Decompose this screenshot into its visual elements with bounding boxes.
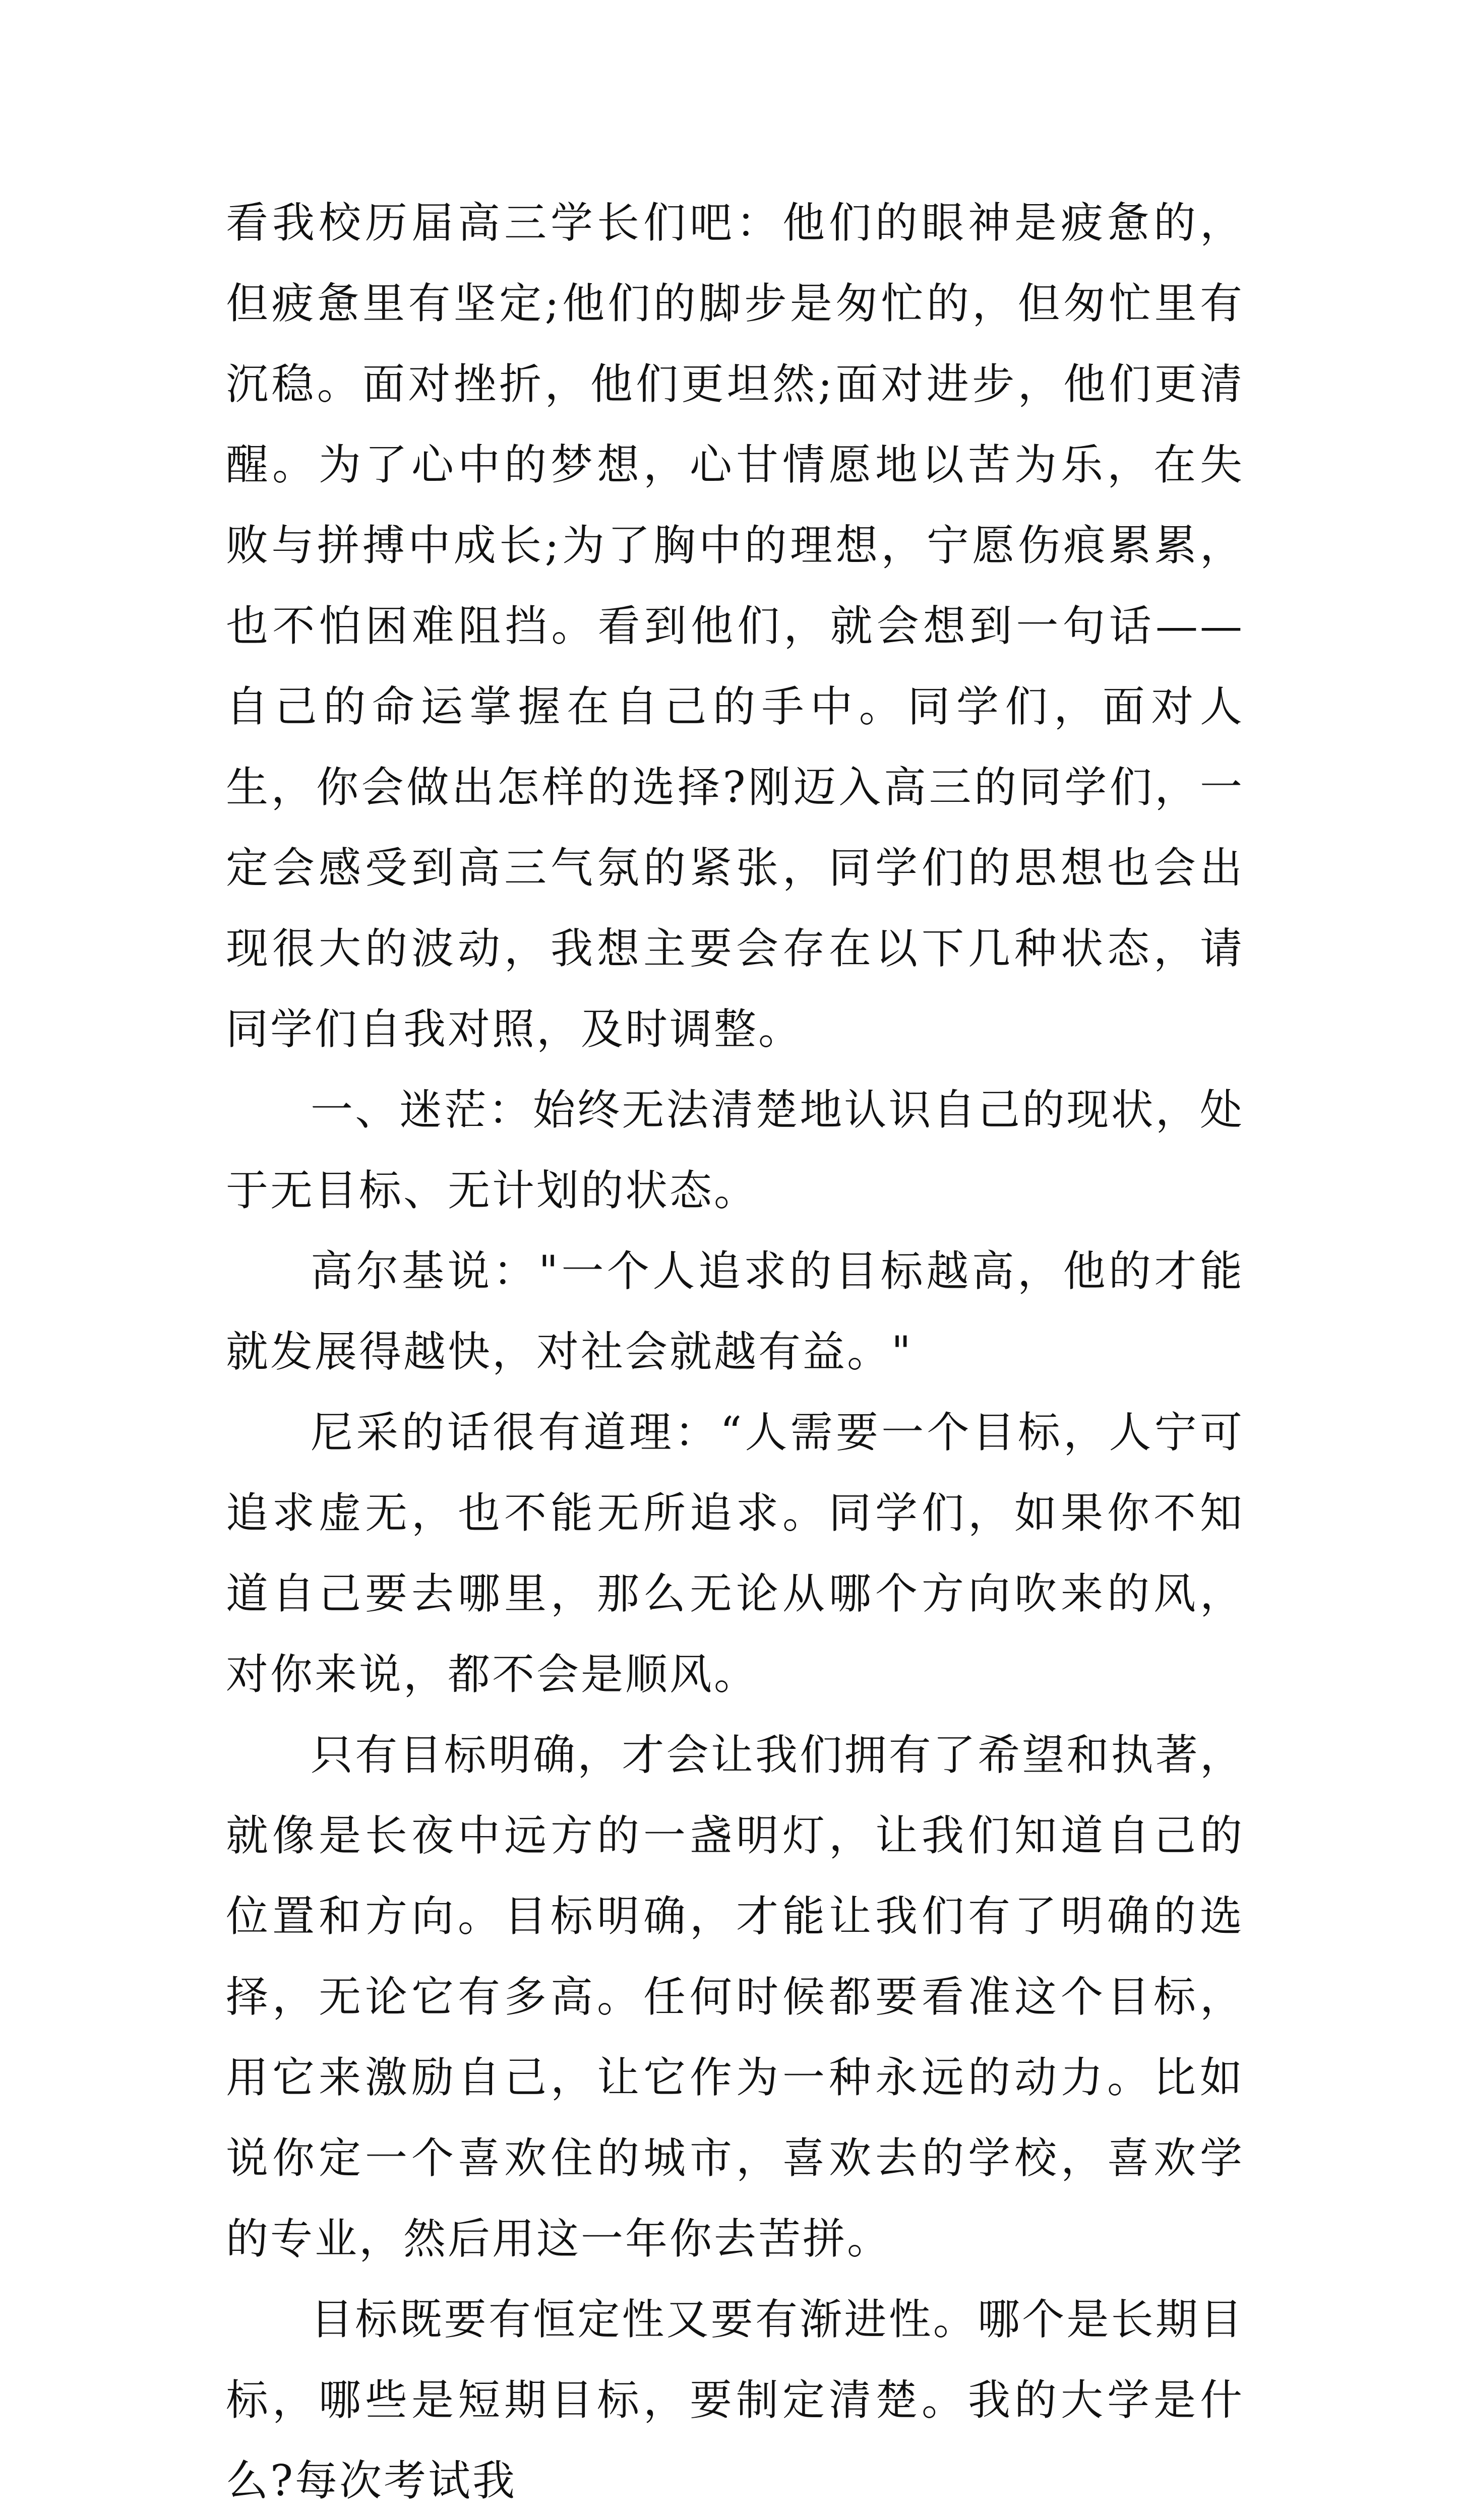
paragraph-5: 只有目标明确，才会让我们拥有了希望和执著，就像是长夜中远方的一盏明灯，让我们知道自己的位置和方向。目标明确，才能让我们有了明确的选择，无论它有多高。任何时候都要看准这个目标，用它来激励自己，让它作为一种永远的动力。比如说你定一个喜欢住的城市，喜欢去的学校，喜欢学的专业，然后用这一年你去苦拼。 (226, 1730, 1244, 2263)
paragraph-4: 尼采的话很有道理：“人需要一个目标，人宁可追求虚无，也不能无所追求。同学们，如果你不知道自己要去哪里，那么无论从哪个方向吹来的风，对你来说，都不会是顺风。 (226, 1408, 1244, 1699)
paragraph-3: 高尔基说："一个人追求的目标越高，他的才能就发展得越快，对社会就越有益。" (226, 1246, 1244, 1376)
paragraph-6: 目标既要有恒定性又要有渐进性。哪个是长期目标，哪些是短期目标，要制定清楚。我的大学是什么?每次考试我 (226, 2295, 1244, 2505)
paragraph-1: 看我校历届高三学长们吧：他们的眼神是疲惫的，但疲惫里有坚定;他们的脚步是匆忙的，但匆忙里有沉稳。面对挫折，他们更坦然;面对进步，他们更清醒。为了心中的梦想，心甘情愿地以苦为乐，在失败与拼搏中成长;为了胸中的理想，宁愿伤痕累累，也不怕困难阻挡。看到他们，就会想到一句话——自己的命运掌握在自己的手中。同学们，面对人生，你会做出怎样的选择?刚迈入高三的同学们，一定会感受到高三气氛的紧张，同学们的思想也会出现很大的波动，我想主要会存在以下几种状态，请同学们自我对照，及时调整。 (226, 198, 1244, 1054)
document-body (226, 182, 1244, 2520)
paragraph-2: 一、迷茫：始终无法清楚地认识自己的现状，处于无目标、无计划的状态。 (226, 1085, 1244, 1215)
